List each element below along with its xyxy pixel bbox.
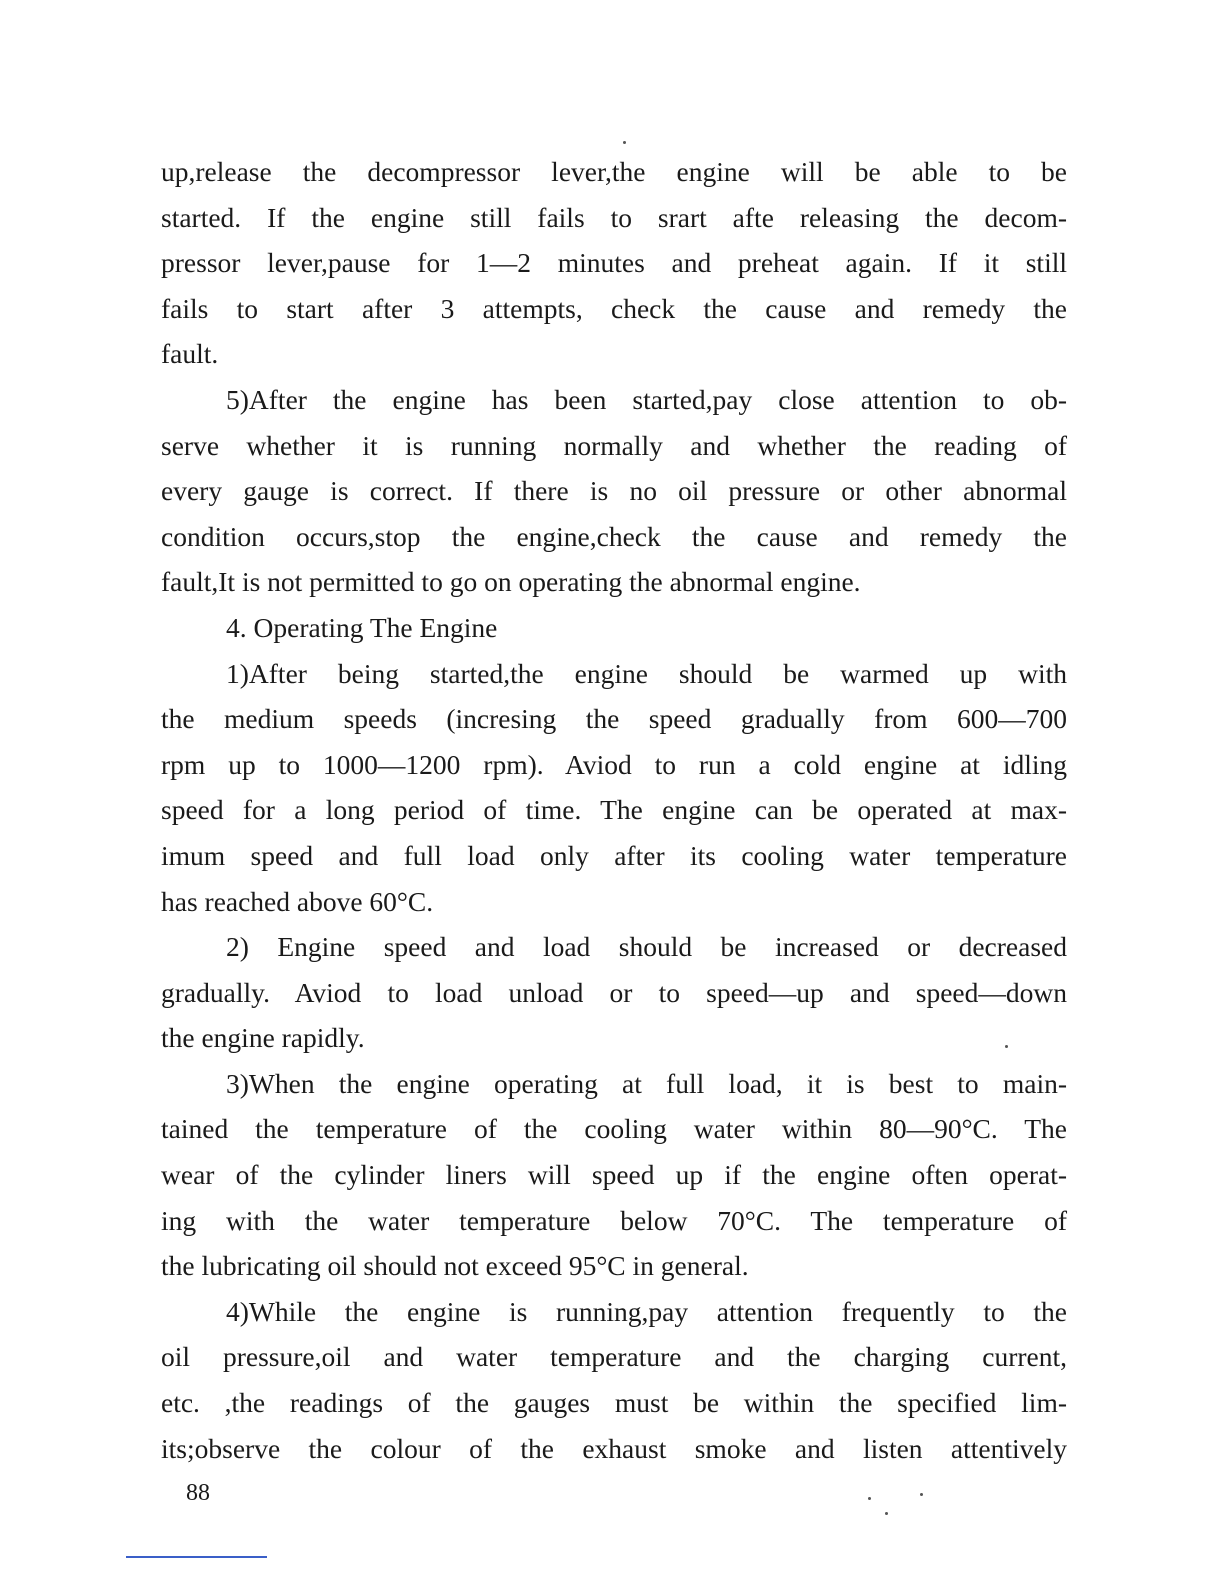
text-line: fault. [161,338,219,370]
page-number: 88 [186,1480,210,1506]
text-line: 3)When the engine operating at full load, it is best to main- [226,1067,1067,1099]
section-heading: 4. Operating The Engine [226,611,498,643]
text-line: the engine rapidly. [161,1022,365,1054]
text-line: 5)After the engine has been started,pay close attention to ob- [226,383,1067,415]
text-line: 4)While the engine is running,pay attention frequently to the [226,1295,1067,1327]
text-line: ing with the water temperature below 70°C. The temperature of [161,1204,1067,1236]
text-line: its;observe the colour of the exhaust smoke and listen attentively [161,1432,1067,1464]
text-line: started. If the engine still fails to srart afte releasing the decom- [161,201,1067,233]
text-line: serve whether it is running normally and whether the reading of [161,429,1067,461]
text-line: etc. ,the readings of the gauges must be within the specified lim- [161,1387,1067,1419]
text-line: the lubricating oil should not exceed 95°C in general. [161,1250,749,1282]
scan-speck [623,141,626,144]
text-line: has reached above 60°C. [161,885,434,917]
text-line: every gauge is correct. If there is no oil pressure or other abnormal [161,475,1067,507]
text-line: gradually. Aviod to load unload or to speed—up and speed—down [161,976,1067,1008]
text-line: tained the temperature of the cooling water within 80—90°C. The [161,1113,1067,1145]
text-line: 2) Engine speed and load should be increased or decreased [226,931,1067,963]
text-line: speed for a long period of time. The engine can be operated at max- [161,794,1067,826]
text-line: the medium speeds (incresing the speed gradually from 600—700 [161,703,1067,735]
text-line: wear of the cylinder liners will speed up if the engine often operat- [161,1159,1067,1191]
footer-rule [126,1556,267,1558]
text-line: 1)After being started,the engine should be warmed up with [226,657,1067,689]
text-line: oil pressure,oil and water temperature and the charging current, [161,1341,1067,1373]
text-line: fault,It is not permitted to go on operating the abnormal engine. [161,566,861,598]
text-line: pressor lever,pause for 1—2 minutes and preheat again. If it still [161,247,1067,279]
text-line: condition occurs,stop the engine,check the cause and remedy the [161,520,1067,552]
scan-speck [885,1512,888,1515]
scan-speck [868,1497,871,1500]
body-text [161,149,1067,1471]
scan-speck [1005,1045,1008,1048]
text-line: rpm up to 1000—1200 rpm). Aviod to run a cold engine at idling [161,748,1067,780]
text-line: fails to start after 3 attempts, check the cause and remedy the [161,292,1067,324]
text-line: up,release the decompressor lever,the engine will be able to be [161,156,1067,187]
text-line: imum speed and full load only after its cooling water temperature [161,839,1067,871]
scan-speck [920,1493,923,1496]
